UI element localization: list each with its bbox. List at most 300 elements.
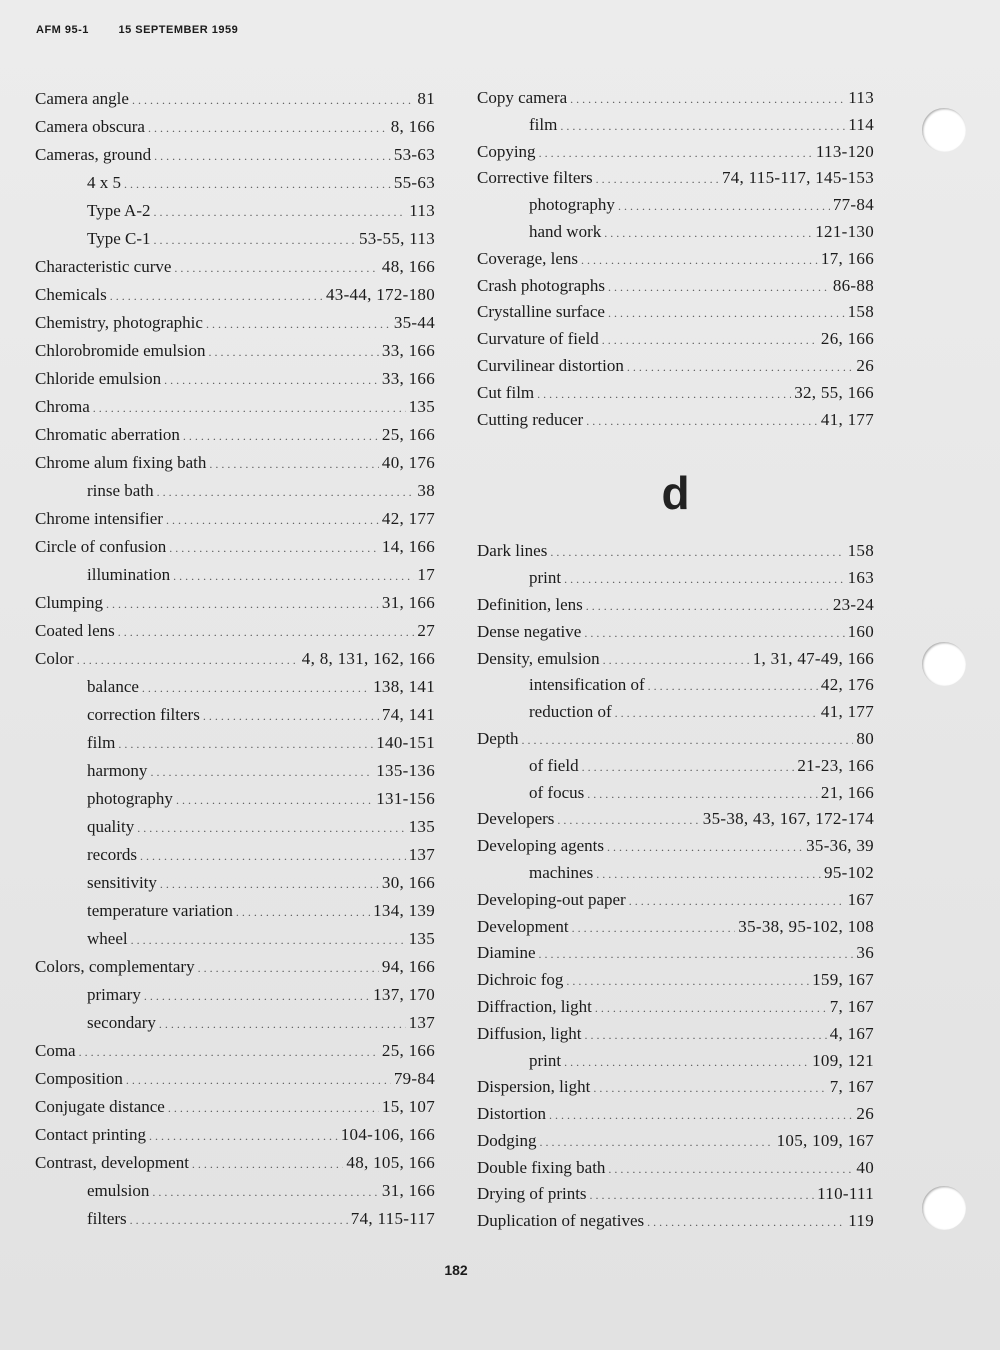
page-references: 137 <box>408 1013 435 1032</box>
leader-dots <box>593 1075 826 1102</box>
index-subentry <box>35 1205 435 1233</box>
page-references: 114 <box>848 114 874 134</box>
leader-dots <box>168 1094 379 1122</box>
leader-dots <box>570 86 845 113</box>
leader-dots <box>79 1038 379 1066</box>
index-subentry <box>35 813 435 841</box>
index-subentry <box>35 841 435 869</box>
index-entry <box>477 407 874 434</box>
leader-dots <box>618 193 830 220</box>
index-entry <box>477 299 874 326</box>
index-entry <box>35 589 435 617</box>
page-references: 74, 141 <box>381 705 435 724</box>
binder-hole <box>922 108 966 152</box>
index-entry <box>35 281 435 309</box>
page-references: 135 <box>408 929 435 948</box>
leader-dots <box>118 730 373 758</box>
index-term: wheel <box>87 929 128 948</box>
index-entry <box>477 619 874 646</box>
index-subentry <box>477 860 874 887</box>
index-entry <box>35 365 435 393</box>
index-term: Camera angle <box>35 89 129 108</box>
index-entry <box>477 353 874 380</box>
index-term: Conjugate distance <box>35 1097 165 1116</box>
page-references: 86-88 <box>832 275 874 295</box>
index-term: Color <box>35 649 74 668</box>
index-term: Developing agents <box>477 836 604 856</box>
index-entry <box>35 253 435 281</box>
index-subentry <box>477 780 874 807</box>
index-subentry <box>35 701 435 729</box>
index-entry <box>35 85 435 113</box>
index-term: of focus <box>529 782 585 802</box>
index-term: Chrome alum fixing bath <box>35 453 207 472</box>
leader-dots <box>596 166 719 193</box>
index-entry <box>35 309 435 337</box>
index-subentry <box>477 112 874 139</box>
leader-dots <box>137 814 405 842</box>
index-term: Dichroic fog <box>477 970 564 990</box>
index-term: Dark lines <box>477 541 548 561</box>
leader-dots <box>132 86 414 114</box>
leader-dots <box>539 941 854 968</box>
leader-dots <box>603 647 750 674</box>
leader-dots <box>131 926 406 954</box>
index-entry <box>35 1093 435 1121</box>
page-references: 95-102 <box>824 862 874 882</box>
index-entry <box>35 421 435 449</box>
page-references: 35-44 <box>393 313 435 332</box>
leader-dots <box>154 226 356 254</box>
index-term: Developers <box>477 809 555 829</box>
index-subentry <box>35 729 435 757</box>
index-subentry <box>477 565 874 592</box>
leader-dots <box>148 114 388 142</box>
page-references: 14, 166 <box>381 537 435 556</box>
leader-dots <box>149 1122 338 1150</box>
page-references: 79-84 <box>393 1069 435 1088</box>
leader-dots <box>540 1129 774 1156</box>
index-subentry <box>35 197 435 225</box>
index-term: reduction of <box>529 702 612 722</box>
index-term: Coated lens <box>35 621 115 640</box>
index-term: print <box>529 1050 562 1070</box>
index-term: film <box>529 114 558 134</box>
index-entry <box>477 246 874 273</box>
page-references: 135 <box>408 397 435 416</box>
page-number: 182 <box>444 1262 468 1278</box>
page-references: 25, 166 <box>381 425 435 444</box>
index-entry <box>477 994 874 1021</box>
leader-dots <box>144 982 370 1010</box>
leader-dots <box>126 1066 391 1094</box>
leader-dots <box>164 366 379 394</box>
page-references: 7, 167 <box>829 996 874 1016</box>
page-references: 53-63 <box>393 145 435 164</box>
leader-dots <box>564 1049 809 1076</box>
index-entry <box>35 617 435 645</box>
leader-dots <box>564 566 844 593</box>
index-entry <box>477 1128 874 1155</box>
page-references: 138, 141 <box>373 677 435 696</box>
leader-dots <box>140 842 406 870</box>
leader-dots <box>585 1022 827 1049</box>
index-entry <box>477 967 874 994</box>
index-term: Chemicals <box>35 285 107 304</box>
index-term: Duplication of negatives <box>477 1211 645 1231</box>
page-references: 17 <box>417 565 435 584</box>
index-subentry <box>35 225 435 253</box>
index-term: Clumping <box>35 593 104 612</box>
page-references: 26 <box>856 355 874 375</box>
leader-dots <box>236 898 370 926</box>
index-entry <box>477 592 874 619</box>
leader-dots <box>595 995 827 1022</box>
header-date: 15 SEPTEMBER 1959 <box>118 24 239 36</box>
leader-dots <box>566 968 809 995</box>
index-term: Colors, complementary <box>35 957 195 976</box>
index-term: balance <box>87 677 139 696</box>
index-term: Dispersion, light <box>477 1077 591 1097</box>
page-references: 40 <box>856 1157 874 1177</box>
section-letter-d: d <box>661 467 690 520</box>
index-entry <box>35 505 435 533</box>
page-references: 41, 177 <box>820 409 874 429</box>
index-term: Developing-out paper <box>477 889 626 909</box>
page-references: 33, 166 <box>381 341 435 360</box>
index-entry <box>35 449 435 477</box>
leader-dots <box>110 282 323 310</box>
index-term: Composition <box>35 1069 123 1088</box>
index-subentry <box>477 753 874 780</box>
index-term: Development <box>477 916 569 936</box>
index-subentry <box>477 672 874 699</box>
index-term: illumination <box>87 565 171 584</box>
leader-dots <box>586 408 818 435</box>
index-entry <box>477 806 874 833</box>
page-references: 135 <box>408 817 435 836</box>
index-term: emulsion <box>87 1181 150 1200</box>
leader-dots <box>560 113 845 140</box>
page-references: 1, 31, 47-49, 166 <box>752 648 874 668</box>
leader-dots <box>169 534 379 562</box>
index-entry <box>35 141 435 169</box>
index-list-d <box>477 538 874 1235</box>
page-header <box>36 24 264 36</box>
leader-dots <box>106 590 379 618</box>
index-term: Type C-1 <box>87 229 151 248</box>
leader-dots <box>629 888 845 915</box>
index-term: Copying <box>477 141 536 161</box>
index-entry <box>477 1208 874 1235</box>
index-subentry <box>35 561 435 589</box>
index-term: Coma <box>35 1041 76 1060</box>
leader-dots <box>209 450 379 478</box>
page-references: 53-55, 113 <box>358 229 435 248</box>
page-references: 105, 109, 167 <box>776 1130 874 1150</box>
index-term: Drying of prints <box>477 1184 587 1204</box>
page-references: 121-130 <box>815 221 874 241</box>
index-column-right <box>477 85 874 1235</box>
index-term: intensification of <box>529 675 645 695</box>
page-references: 35-38, 43, 167, 172-174 <box>702 809 874 829</box>
page-references: 94, 166 <box>381 957 435 976</box>
index-term: Double fixing bath <box>477 1157 606 1177</box>
index-entry <box>35 1149 435 1177</box>
page-references: 42, 177 <box>381 509 435 528</box>
page-references: 134, 139 <box>373 901 435 920</box>
index-term: photography <box>529 195 615 215</box>
index-term: film <box>87 733 116 752</box>
page-references: 21, 166 <box>820 782 874 802</box>
leader-dots <box>77 646 299 674</box>
page-references: 113 <box>409 201 435 220</box>
index-term: Chloride emulsion <box>35 369 162 388</box>
leader-dots <box>93 394 406 422</box>
index-term: Density, emulsion <box>477 648 600 668</box>
leader-dots <box>608 1156 853 1183</box>
index-subentry <box>477 219 874 246</box>
index-entry <box>35 953 435 981</box>
binder-hole <box>922 1186 966 1230</box>
leader-dots <box>581 247 818 274</box>
index-term: Diffraction, light <box>477 996 592 1016</box>
index-entry <box>477 1155 874 1182</box>
index-entry <box>477 273 874 300</box>
index-term: Dodging <box>477 1130 537 1150</box>
page-references: 17, 166 <box>820 248 874 268</box>
page-references: 38 <box>417 481 435 500</box>
index-term: Camera obscura <box>35 117 145 136</box>
index-subentry <box>35 1009 435 1037</box>
index-term: Cut film <box>477 382 535 402</box>
page-references: 110-111 <box>817 1184 874 1204</box>
leader-dots <box>192 1150 343 1178</box>
index-entry <box>477 887 874 914</box>
leader-dots <box>198 954 379 982</box>
page-references: 48, 105, 166 <box>346 1153 435 1172</box>
leader-dots <box>160 870 379 898</box>
index-term: of field <box>529 755 579 775</box>
index-term: secondary <box>87 1013 156 1032</box>
leader-dots <box>206 310 391 338</box>
leader-dots <box>550 539 844 566</box>
page-references: 80 <box>856 728 874 748</box>
page-references: 31, 166 <box>381 593 435 612</box>
page-references: 77-84 <box>832 195 874 215</box>
page-references: 158 <box>847 302 874 322</box>
index-term: Crystalline surface <box>477 302 605 322</box>
index-term: Coverage, lens <box>477 248 579 268</box>
index-term: Curvature of field <box>477 329 599 349</box>
leader-dots <box>590 1182 815 1209</box>
leader-dots <box>604 220 812 247</box>
index-list-c-continued <box>477 85 874 433</box>
index-entry <box>477 326 874 353</box>
page-references: 27 <box>417 621 435 640</box>
index-term: Circle of confusion <box>35 537 167 556</box>
page-references: 35-38, 95-102, 108 <box>738 916 874 936</box>
leader-dots <box>157 478 415 506</box>
page-references: 7, 167 <box>829 1077 874 1097</box>
index-term: Cameras, ground <box>35 145 152 164</box>
leader-dots <box>166 506 379 534</box>
index-subentry <box>35 869 435 897</box>
index-entry <box>477 1074 874 1101</box>
index-term: Copy camera <box>477 88 568 107</box>
page-references: 33, 166 <box>381 369 435 388</box>
leader-dots <box>584 620 844 647</box>
leader-dots <box>608 300 845 327</box>
page-references: 55-63 <box>393 173 435 192</box>
page-references: 8, 166 <box>390 117 435 136</box>
page-references: 40, 176 <box>381 453 435 472</box>
index-term: Crash photographs <box>477 275 605 295</box>
leader-dots <box>173 562 414 590</box>
leader-dots <box>648 673 818 700</box>
index-entry <box>477 1181 874 1208</box>
index-term: temperature variation <box>87 901 233 920</box>
page-references: 74, 115-117, 145-153 <box>721 168 874 188</box>
index-term: harmony <box>87 761 148 780</box>
index-subentry <box>35 757 435 785</box>
index-entry <box>477 538 874 565</box>
leader-dots <box>176 786 373 814</box>
index-term: Contrast, development <box>35 1153 189 1172</box>
page-references: 163 <box>847 568 874 588</box>
page-references: 36 <box>856 943 874 963</box>
index-entry <box>477 1021 874 1048</box>
index-entry <box>477 85 874 112</box>
index-term: photography <box>87 789 173 808</box>
index-term: Depth <box>477 728 519 748</box>
index-entry <box>477 380 874 407</box>
page-references: 42, 176 <box>820 675 874 695</box>
index-term: rinse bath <box>87 481 154 500</box>
index-term: Chromatic aberration <box>35 425 180 444</box>
index-entry <box>35 393 435 421</box>
page-references: 43-44, 172-180 <box>325 285 435 304</box>
index-term: Diffusion, light <box>477 1023 582 1043</box>
index-term: primary <box>87 985 141 1004</box>
index-term: Chemistry, photographic <box>35 313 203 332</box>
index-entry <box>35 533 435 561</box>
index-subentry <box>477 1048 874 1075</box>
index-term: Definition, lens <box>477 594 583 614</box>
index-entry <box>35 337 435 365</box>
leader-dots <box>627 354 854 381</box>
leader-dots <box>582 754 795 781</box>
index-subentry <box>35 1177 435 1205</box>
index-subentry <box>35 925 435 953</box>
index-term: Cutting reducer <box>477 409 584 429</box>
index-term: records <box>87 845 138 864</box>
index-entry <box>477 1101 874 1128</box>
index-term: Chrome intensifier <box>35 509 163 528</box>
index-term: Characteristic curve <box>35 257 172 276</box>
index-subentry <box>477 699 874 726</box>
leader-dots <box>183 422 379 450</box>
page-references: 140-151 <box>376 733 435 752</box>
index-term: Corrective filters <box>477 168 593 188</box>
leader-dots <box>607 834 803 861</box>
index-term: Chlorobromide emulsion <box>35 341 206 360</box>
index-entry <box>477 165 874 192</box>
page-references: 4, 167 <box>829 1023 874 1043</box>
form-number: AFM 95-1 <box>36 24 89 36</box>
index-term: Dense negative <box>477 621 582 641</box>
leader-dots <box>154 142 391 170</box>
page-references: 104-106, 166 <box>340 1125 435 1144</box>
index-subentry <box>35 981 435 1009</box>
page-references: 113 <box>848 88 874 107</box>
index-entry <box>477 914 874 941</box>
index-term: 4 x 5 <box>87 173 121 192</box>
index-term: Curvilinear distortion <box>477 355 624 375</box>
leader-dots <box>208 338 378 366</box>
leader-dots <box>596 861 821 888</box>
page-references: 119 <box>848 1211 874 1231</box>
index-subentry <box>35 477 435 505</box>
index-subentry <box>35 785 435 813</box>
index-column-left <box>35 85 435 1233</box>
index-term: Type A-2 <box>87 201 151 220</box>
page-references: 31, 166 <box>381 1181 435 1200</box>
leader-dots <box>522 727 854 754</box>
index-term: Diamine <box>477 943 536 963</box>
leader-dots <box>152 1178 379 1206</box>
leader-dots <box>587 781 818 808</box>
page-references: 131-156 <box>376 789 435 808</box>
page-references: 35-36, 39 <box>806 836 874 856</box>
page-references: 74, 115-117 <box>350 1209 435 1228</box>
page-references: 21-23, 166 <box>797 755 874 775</box>
page-references: 135-136 <box>376 761 435 780</box>
page-references: 48, 166 <box>381 257 435 276</box>
leader-dots <box>154 198 407 226</box>
page-references: 26, 166 <box>820 329 874 349</box>
leader-dots <box>615 700 818 727</box>
index-entry <box>35 645 435 673</box>
leader-dots <box>557 807 699 834</box>
page-references: 159, 167 <box>812 970 874 990</box>
index-term: Contact printing <box>35 1125 146 1144</box>
index-term: Distortion <box>477 1104 546 1124</box>
leader-dots <box>537 381 791 408</box>
leader-dots <box>539 140 813 167</box>
page-references: 81 <box>417 89 435 108</box>
index-entry <box>35 1037 435 1065</box>
index-entry <box>35 113 435 141</box>
page-references: 25, 166 <box>381 1041 435 1060</box>
index-entry <box>477 139 874 166</box>
page-references: 23-24 <box>832 594 874 614</box>
page-references: 4, 8, 131, 162, 166 <box>301 649 435 668</box>
page-references: 137 <box>408 845 435 864</box>
page-references: 41, 177 <box>820 702 874 722</box>
page-references: 15, 107 <box>381 1097 435 1116</box>
page-references: 158 <box>847 541 874 561</box>
leader-dots <box>647 1209 845 1236</box>
leader-dots <box>130 1206 348 1234</box>
leader-dots <box>572 915 736 942</box>
leader-dots <box>124 170 391 198</box>
leader-dots <box>608 274 830 301</box>
index-term: print <box>529 568 562 588</box>
index-term: correction filters <box>87 705 200 724</box>
leader-dots <box>203 702 379 730</box>
page-references: 160 <box>847 621 874 641</box>
